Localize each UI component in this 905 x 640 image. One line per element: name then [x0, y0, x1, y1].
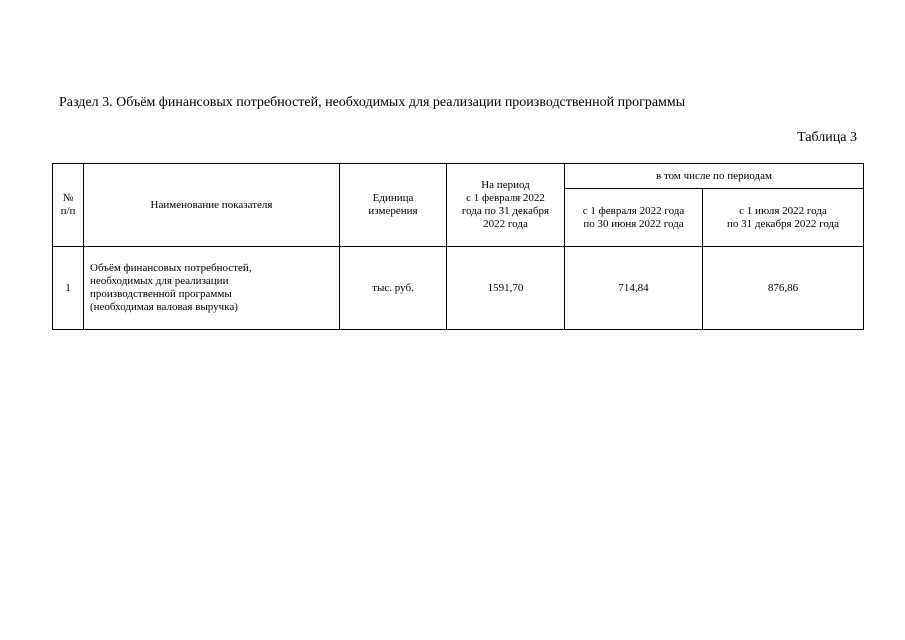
- section-title: Раздел 3. Объём финансовых потребностей, необходимых для реализации производственной программы: [59, 95, 686, 110]
- header-num: № п/п: [53, 164, 84, 247]
- header-unit: Единица измерения: [340, 164, 447, 247]
- header-name: Наименование показателя: [84, 164, 340, 247]
- cell-unit: тыс. руб.: [340, 247, 447, 330]
- header-subperiods-group: в том числе по периодам: [565, 164, 864, 189]
- cell-subperiod-1: 714,84: [565, 247, 703, 330]
- header-period: На период с 1 февраля 2022 года по 31 декабря 2022 года: [447, 164, 565, 247]
- cell-name: Объём финансовых потребностей, необходимых для реализации производственной программы (необходимая валовая выручка): [84, 247, 340, 330]
- table-caption: Таблица 3: [797, 130, 857, 145]
- header-subperiod-2: с 1 июля 2022 года по 31 декабря 2022 года: [703, 189, 864, 247]
- cell-period-total: 1591,70: [447, 247, 565, 330]
- cell-num: 1: [53, 247, 84, 330]
- financial-needs-table: [52, 163, 864, 330]
- table-row: [53, 247, 864, 330]
- table-header-row: [53, 164, 864, 189]
- cell-subperiod-2: 876,86: [703, 247, 864, 330]
- header-subperiod-1: с 1 февраля 2022 года по 30 июня 2022 года: [565, 189, 703, 247]
